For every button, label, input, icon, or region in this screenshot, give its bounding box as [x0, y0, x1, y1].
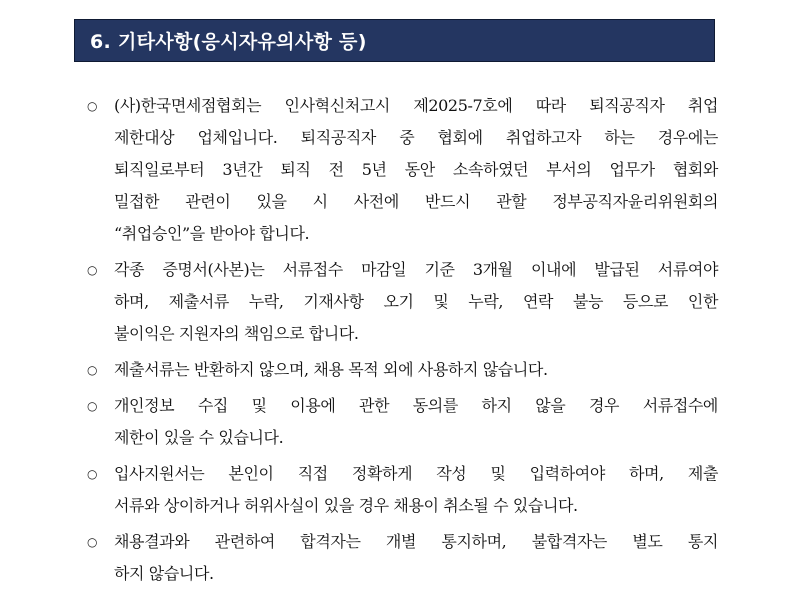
text-line: 제한대상 업체입니다. 퇴직공직자 중 협회에 취업하고자 하는 경우에는	[114, 128, 718, 147]
text-line: 입사지원서는 본인이 직접 정확하게 작성 및 입력하여야 하며, 제출	[114, 464, 718, 483]
section-header-bar	[74, 19, 715, 62]
notice-text	[114, 254, 718, 350]
text-line: “취업승인”을 받아야 합니다.	[114, 224, 310, 243]
circle-bullet-icon: ○	[87, 363, 98, 377]
text-line: 개인정보 수집 및 이용에 관한 동의를 하지 않을 경우 서류접수에	[114, 396, 718, 415]
notice-item-documents-not-returned	[84, 354, 724, 386]
circle-bullet-icon: ○	[87, 99, 98, 113]
notice-text	[114, 526, 718, 590]
text-line: (사)한국면세점협회는 인사혁신처고시 제2025-7호에 따라 퇴직공직자 취업	[114, 96, 718, 115]
notice-item-application-accuracy	[84, 458, 724, 522]
notice-text	[114, 390, 718, 454]
text-line: 불이익은 지원자의 책임으로 합니다.	[114, 324, 359, 343]
text-line: 채용결과와 관련하여 합격자는 개별 통지하며, 불합격자는 별도 통지	[114, 532, 718, 551]
notice-item-employment-restriction	[84, 90, 724, 250]
notice-item-certificates	[84, 254, 724, 350]
text-line: 제한이 있을 수 있습니다.	[114, 428, 284, 447]
text-line: 퇴직일로부터 3년간 퇴직 전 5년 동안 소속하였던 부서의 업무가 협회와	[114, 160, 718, 179]
circle-bullet-icon: ○	[87, 535, 98, 549]
notice-item-privacy-consent	[84, 390, 724, 454]
notice-item-results-notification	[84, 526, 724, 590]
notice-text	[114, 90, 718, 250]
circle-bullet-icon: ○	[87, 467, 98, 481]
circle-bullet-icon: ○	[87, 399, 98, 413]
text-line: 하며, 제출서류 누락, 기재사항 오기 및 누락, 연락 불능 등으로 인한	[114, 292, 718, 311]
notice-list	[84, 90, 724, 594]
text-line: 서류와 상이하거나 허위사실이 있을 경우 채용이 취소될 수 있습니다.	[114, 496, 578, 515]
text-line: 각종 증명서(사본)는 서류접수 마감일 기준 3개월 이내에 발급된 서류여야	[114, 260, 718, 279]
notice-text	[114, 458, 718, 522]
text-line: 하지 않습니다.	[114, 564, 214, 583]
text-line: 제출서류는 반환하지 않으며, 채용 목적 외에 사용하지 않습니다.	[114, 360, 548, 379]
section-title: 6. 기타사항(응시자유의사항 등)	[90, 31, 367, 53]
circle-bullet-icon: ○	[87, 263, 98, 277]
notice-text	[114, 354, 718, 386]
text-line: 밀접한 관련이 있을 시 사전에 반드시 관할 정부공직자윤리위원회의	[114, 192, 718, 211]
